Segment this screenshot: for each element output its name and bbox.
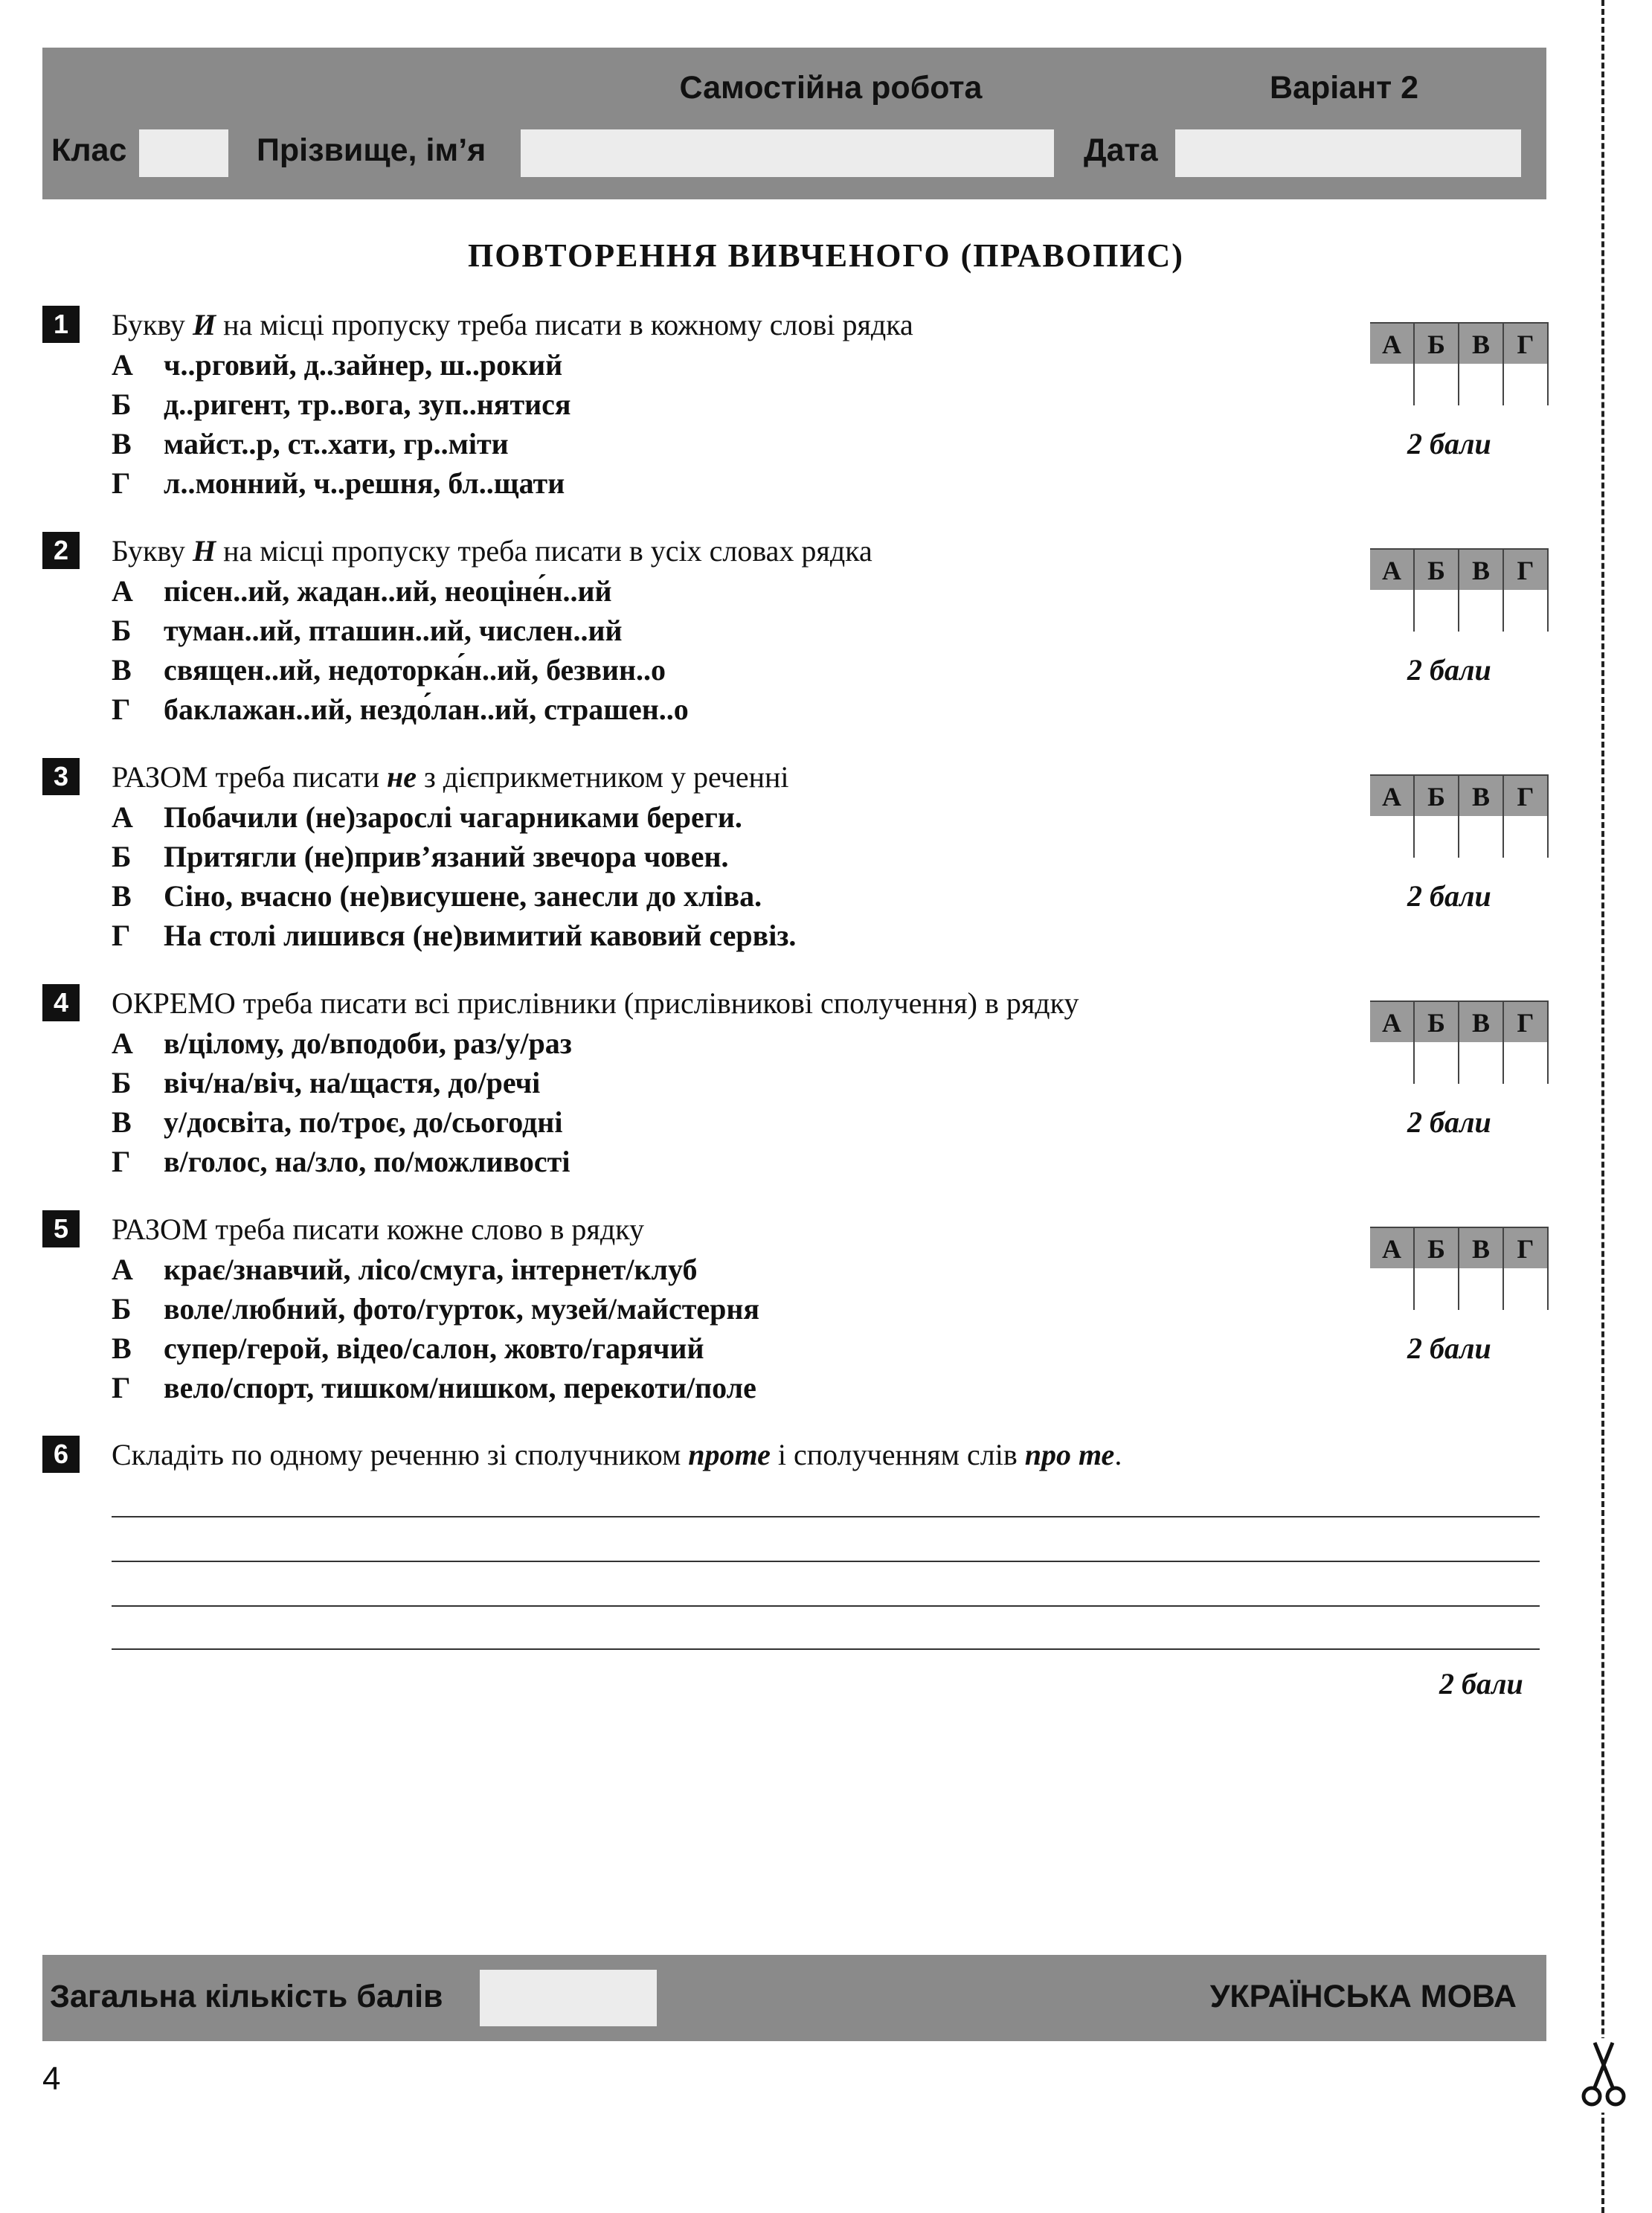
task-question: РАЗОМ треба писати кожне слово в рядку (112, 1213, 645, 1246)
option-a: А пісен..ий, жадан..ий, неоціне́н..ий (112, 574, 612, 608)
answer-cell-a[interactable]: А (1370, 1000, 1415, 1084)
answer-cell-b[interactable]: Б (1415, 1000, 1459, 1084)
option-d: Г в/голос, на/зло, по/можливості (112, 1145, 571, 1178)
task-question: РАЗОМ треба писати не з дієприкметником у реченні (112, 760, 789, 794)
cut-line (1601, 0, 1604, 2213)
answer-cell-c[interactable]: В (1459, 1227, 1504, 1310)
option-a: А Побачили (не)зарослі чагарниками береги. (112, 800, 742, 834)
answer-cell-d[interactable]: Г (1504, 1227, 1549, 1310)
task-question: Складіть по одному реченню зі сполучником проте і сполученням слів про те. (112, 1438, 1122, 1471)
answer-grid (1370, 1000, 1549, 1084)
option-b: Б Притягли (не)прив’язаний звечора човен. (112, 840, 729, 873)
page-number: 4 (42, 2061, 61, 2097)
option-b: Б віч/на/віч, на/щастя, до/речі (112, 1066, 541, 1099)
name-label: Прізвище, ім’я (257, 132, 486, 168)
date-label: Дата (1084, 132, 1158, 168)
answer-cell-a[interactable]: А (1370, 322, 1415, 405)
task-question: ОКРЕМО треба писати всі прислівники (прислівникові сполучення) в рядку (112, 986, 1079, 1020)
total-points-field[interactable] (480, 1970, 657, 2026)
option-c: В у/досвіта, по/троє, до/сьогодні (112, 1105, 563, 1139)
task-6 (42, 1436, 1552, 1703)
option-c: В Сіно, вчасно (не)висушене, занесли до хліва. (112, 879, 762, 913)
answer-cell-c[interactable]: В (1459, 774, 1504, 858)
points-label: 2 бали (1407, 1105, 1491, 1139)
answer-cell-b[interactable]: Б (1415, 548, 1459, 632)
task-number: 4 (42, 984, 80, 1021)
option-c: В священ..ий, недоторка́н..ий, безвин..о (112, 653, 666, 687)
answer-cell-b[interactable]: Б (1415, 322, 1459, 405)
answer-cell-d[interactable]: Г (1504, 322, 1549, 405)
answer-cell-c[interactable]: В (1459, 1000, 1504, 1084)
task-3 (42, 758, 1552, 966)
date-field[interactable] (1175, 129, 1521, 177)
option-a: А крає/знавчий, лісо/смуга, інтернет/клуб (112, 1253, 698, 1286)
answer-cell-d[interactable]: Г (1504, 548, 1549, 632)
option-b: Б воле/любний, фото/гурток, музей/майстерня (112, 1292, 760, 1326)
task-4 (42, 984, 1552, 1192)
task-number: 2 (42, 532, 80, 569)
class-label: Клас (51, 132, 127, 168)
answer-grid (1370, 774, 1549, 858)
class-field[interactable] (139, 129, 228, 177)
option-b: Б туман..ий, пташин..ий, числен..ий (112, 614, 623, 647)
task-question: Букву И на місці пропуску треба писати в кожному слові рядка (112, 308, 913, 341)
answer-grid (1370, 548, 1549, 632)
points-label: 2 бали (1407, 879, 1491, 913)
option-d: Г вело/спорт, тишком/нишком, перекоти/поле (112, 1371, 756, 1404)
points-label: 2 бали (1407, 1332, 1491, 1365)
task-5 (42, 1210, 1552, 1419)
points-label: 2 бали (1439, 1667, 1523, 1700)
points-label: 2 бали (1407, 427, 1491, 460)
option-d: Г баклажан..ий, нездо́лан..ий, страшен..о (112, 693, 689, 726)
answer-line-4[interactable] (112, 1648, 1540, 1650)
answer-cell-b[interactable]: Б (1415, 1227, 1459, 1310)
answer-line-3[interactable] (112, 1605, 1540, 1607)
option-c: В супер/герой, відео/салон, жовто/гарячий (112, 1332, 704, 1365)
answer-grid (1370, 322, 1549, 405)
option-a: А ч..рговий, д..зайнер, ш..рокий (112, 348, 563, 382)
scissors-icon (1581, 2038, 1626, 2113)
worksheet-title: Самостійна робота (679, 70, 983, 106)
answer-line-1[interactable] (112, 1516, 1540, 1517)
subject-label: УКРАЇНСЬКА МОВА (1209, 1979, 1517, 2014)
variant-label: Варіант 2 (1270, 70, 1418, 106)
name-field[interactable] (521, 129, 1054, 177)
answer-line-2[interactable] (112, 1561, 1540, 1562)
answer-cell-a[interactable]: А (1370, 1227, 1415, 1310)
answer-cell-d[interactable]: Г (1504, 774, 1549, 858)
option-c: В майст..р, ст..хати, гр..міти (112, 427, 509, 460)
answer-cell-d[interactable]: Г (1504, 1000, 1549, 1084)
page-title: ПОВТОРЕННЯ ВИВЧЕНОГО (ПРАВОПИС) (468, 237, 1184, 274)
task-number: 6 (42, 1436, 80, 1473)
task-question: Букву Н на місці пропуску треба писати в усіх словах рядка (112, 534, 872, 568)
answer-cell-a[interactable]: А (1370, 774, 1415, 858)
footer-band (42, 1955, 1546, 2041)
option-a: А в/цілому, до/вподоби, раз/у/раз (112, 1027, 572, 1060)
answer-cell-c[interactable]: В (1459, 322, 1504, 405)
answer-cell-c[interactable]: В (1459, 548, 1504, 632)
option-b: Б д..ригент, тр..вога, зуп..нятися (112, 388, 571, 421)
task-1 (42, 306, 1552, 514)
answer-cell-a[interactable]: А (1370, 548, 1415, 632)
total-points-label: Загальна кількість балів (50, 1979, 443, 2014)
task-number: 3 (42, 758, 80, 795)
points-label: 2 бали (1407, 653, 1491, 687)
task-number: 5 (42, 1210, 80, 1247)
answer-grid (1370, 1227, 1549, 1310)
task-2 (42, 532, 1552, 740)
header-band (42, 48, 1546, 199)
option-d: Г На столі лишився (не)вимитий кавовий сервіз. (112, 919, 797, 952)
answer-cell-b[interactable]: Б (1415, 774, 1459, 858)
option-d: Г л..монний, ч..решня, бл..щати (112, 466, 565, 500)
task-number: 1 (42, 306, 80, 343)
